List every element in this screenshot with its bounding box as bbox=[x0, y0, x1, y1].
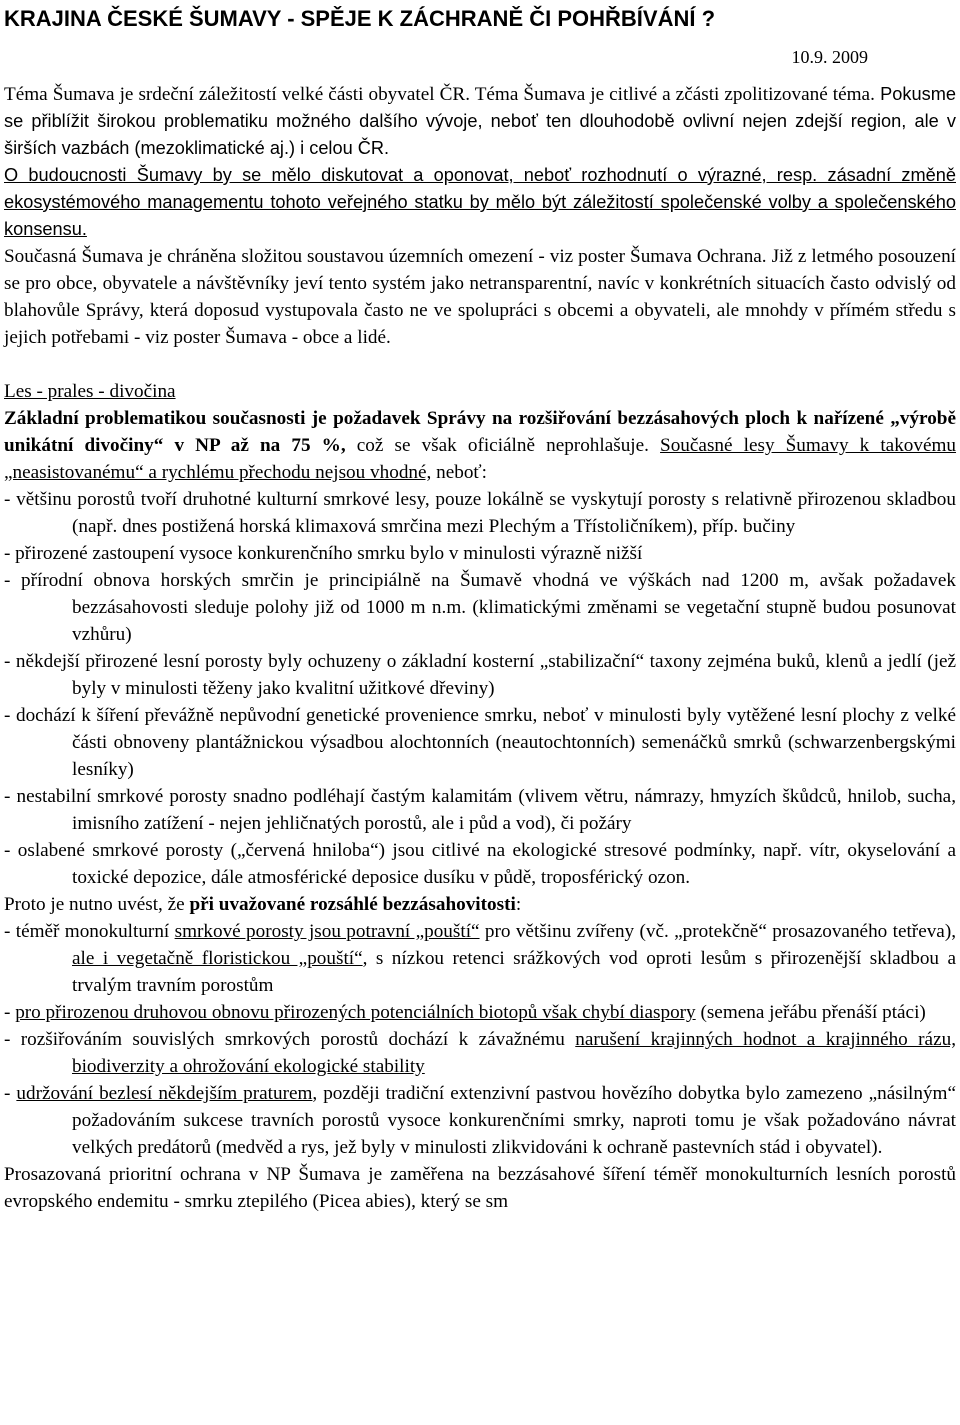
item-text: pro většinu zvířeny (vč. „protekčně“ prosazovaného tetřeva), bbox=[479, 921, 957, 942]
item-text: , s nízkou retenci srážkových vod oproti lesům s přirozenější skladbou a trvalým travním porostům bbox=[72, 948, 956, 996]
paragraph-2-colon: : bbox=[515, 894, 522, 915]
list-item: - dochází k šíření převážně nepůvodní genetické provenience smrku, neboť v minulosti byly vytěžené lesní plochy z velké části obnoveny plantážnickou výsadbou alochtonních (neautochtonních) semenáčků smrků (schwarzenbergskými lesníky) bbox=[4, 705, 956, 780]
paragraph-2-lead: Proto je nutno uvést, že bbox=[4, 894, 190, 915]
intro-sentence-1: Téma Šumava je srdeční záležitostí velké části obyvatel ČR. Téma Šumava je citlivé a zčásti zpolitizované téma. bbox=[4, 84, 875, 105]
item-underlined-text: smrkové porosty jsou potravní „pouští“ bbox=[174, 921, 480, 942]
list-item bbox=[4, 918, 956, 999]
paragraph-gap bbox=[4, 351, 956, 378]
intro-sentence-2: Pokusme se přiblížit širokou problematiku možného dalšího vývoje, neboť ten dlouhodobě ovlivní nejen zdejší region, ale v širších vazbách (mezoklimatické aj.) i celou ČR. bbox=[4, 84, 956, 158]
forest-unsuitable-tail: neboť: bbox=[431, 462, 487, 483]
list-item: - oslabené smrkové porosty („červená hniloba“) jsou citlivé na ekologické stresové podmínky, např. vítr, okyselování a toxické depozice, dále atmosférické deposice dusíku v půdě, troposférický ozon. bbox=[4, 840, 956, 888]
list-item: - přírodní obnova horských smrčin je principiálně na Šumavě vhodná ve výškách nad 1200 m, avšak požadavek bezzásahovosti sleduje polohy již od 1000 m n.m. (klimatickými změnami se vegetační stupně budou posunovat vzhůru) bbox=[4, 570, 956, 645]
intro-debate-paragraph: O budoucnosti Šumavy by se mělo diskutovat a oponovat, neboť rozhodnutí o výrazné, resp. zásadní změně ekosystémového managementu tohoto veřejného statku by mělo být záležitostí společenské volby a společenského konsensu. bbox=[4, 165, 956, 239]
item-text: (semena jeřábu přenáší ptáci) bbox=[695, 1002, 926, 1023]
key-problem-rest: což se však oficiálně neprohlašuje. bbox=[345, 435, 661, 456]
section-paragraph-1 bbox=[4, 405, 956, 486]
document-body bbox=[4, 81, 956, 1215]
forest-unsuitable-text: Současné lesy Šumavy k takovému „neasistovanému“ a rychlému přechodu nejsou vhodné, bbox=[4, 435, 957, 483]
list-item: - nestabilní smrkové porosty snadno podléhají častým kalamitám (vlivem větru, námrazy, hmyzích škůdců, hnilob, sucha, imisního zatížení - nejen jehličnatých porostů, ale i půd a vod), či požáry bbox=[4, 786, 956, 834]
item-text: , později tradiční extenzivní pastvou hovězího dobytka bylo zamezeno „násilným“ požadováním sukcese travních porostů vysoce konkurenčními smrky, naproti tomu je však požadováno návrat velkých predátorů (medvěd a rys, jež byly v minulosti zlikvidováni k ochraně pastevních stád i obyvatel). bbox=[72, 1083, 957, 1158]
item-text: - téměř monokulturní bbox=[4, 921, 175, 942]
list-item bbox=[4, 1080, 956, 1161]
item-text: - bbox=[4, 1002, 16, 1023]
item-text: - bbox=[4, 1083, 17, 1104]
intro-paragraph bbox=[4, 81, 956, 162]
closing-paragraph: Prosazovaná prioritní ochrana v NP Šumava je zaměřena na bezzásahové šíření téměř monokulturních lesních porostů evropského endemitu - smrku ztepilého (Picea abies), který se sm bbox=[4, 1164, 956, 1212]
item-text: - rozšiřováním souvislých smrkových porostů dochází k závažnému bbox=[4, 1029, 576, 1050]
list-item: - většinu porostů tvoří druhotné kulturní smrkové lesy, pouze lokálně se vyskytují porosty s relativně přirozenou skladbou (např. dnes postižená horská klimaxová smrčina mezi Plechým a Třístoličníkem), příp. bučiny bbox=[4, 489, 956, 537]
item-underlined-text: narušení krajinných hodnot a krajinného rázu, biodiverzity a ohrožování ekologické stability bbox=[72, 1029, 956, 1077]
key-problem-text: Základní problematikou současnosti je požadavek Správy na rozšiřování bezzásahových ploch k nařízené „výrobě unikátní divočiny“ v NP až na 75 %, bbox=[4, 408, 956, 456]
list-item bbox=[4, 999, 956, 1026]
paragraph-2-bold: při uvažované rozsáhlé bezzásahovitosti bbox=[189, 894, 516, 915]
intro-protection-paragraph: Současná Šumava je chráněna složitou soustavou územních omezení - viz poster Šumava Ochrana. Již z letmého posouzení se pro obce, obyvatele a návštěvníky jeví tento systém jako netransparentní, navíc v konkrétních situacích často odvislý od blahovůle Správy, která doposud vystupovala často ne ve spolupráci s obcemi a obyvateli, ale mnohdy v přímém středu s jejich potřebami - viz poster Šumava - obce a lidé. bbox=[4, 246, 956, 348]
item-underlined-text: ale i vegetačně floristickou „pouští“ bbox=[72, 948, 363, 969]
document-date: 10.9. 2009 bbox=[791, 47, 868, 67]
document-title: KRAJINA ČESKÉ ŠUMAVY - SPĚJE K ZÁCHRANĚ ČI POHŘBÍVÁNÍ ? bbox=[4, 6, 716, 31]
section-paragraph-2 bbox=[4, 891, 956, 918]
list-item bbox=[4, 1026, 956, 1080]
item-underlined-text: udržování bezlesí někdejším praturem bbox=[16, 1083, 313, 1104]
list-item: - někdejší přirozené lesní porosty byly ochuzeny o základní kosterní „stabilizační“ taxony zejména buků, klenů a jedlí (jež byly v minulosti těženy jako kvalitní užitkové dřeviny) bbox=[4, 651, 956, 699]
item-underlined-text: pro přirozenou druhovou obnovu přirozených potenciálních biotopů však chybí diaspory bbox=[15, 1002, 696, 1023]
list-item: - přirozené zastoupení vysoce konkurenčního smrku bylo v minulosti výrazně nižší bbox=[4, 543, 643, 564]
section-heading: Les - prales - divočina bbox=[4, 381, 176, 402]
